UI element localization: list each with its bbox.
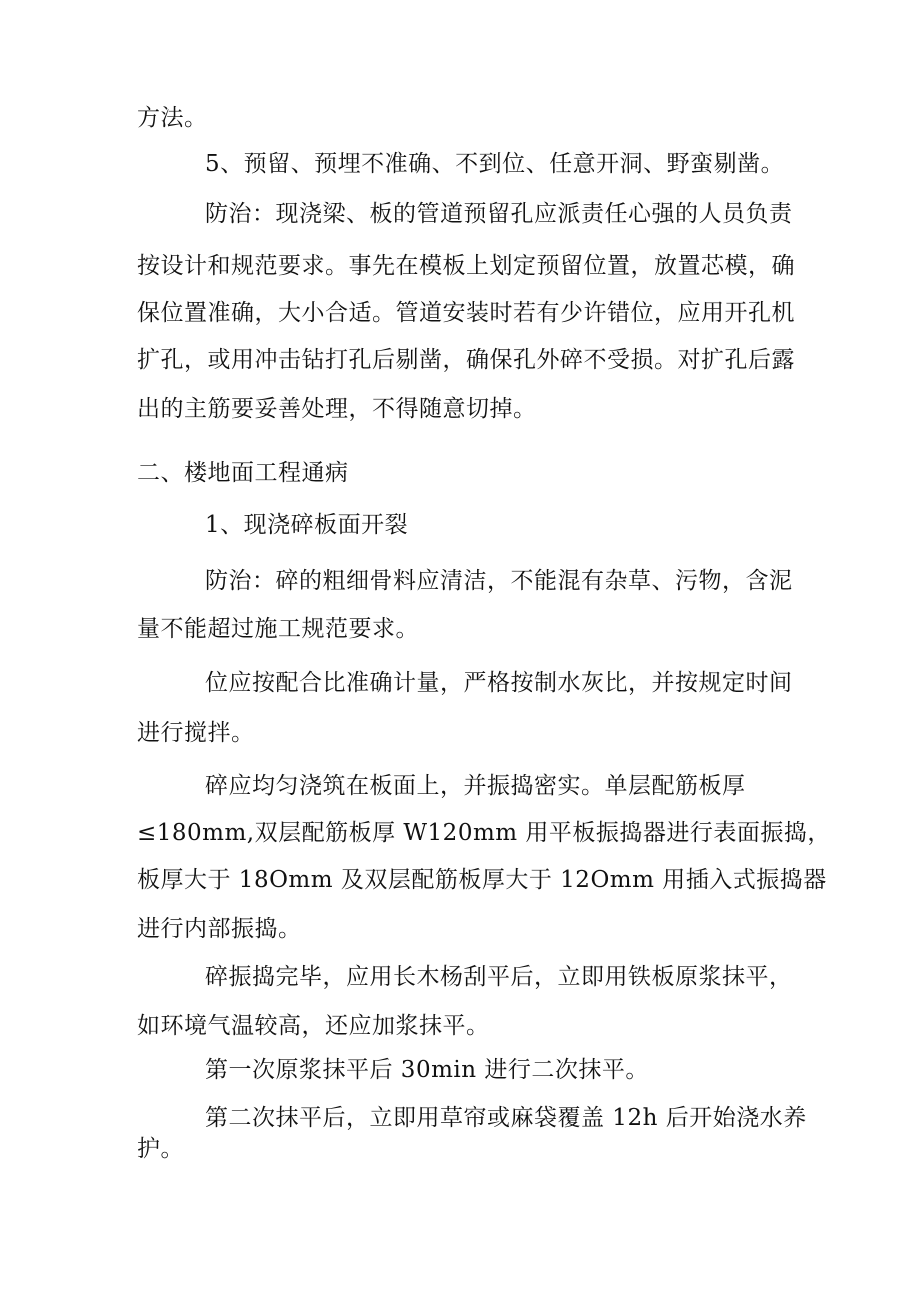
text-line: 方法。 — [137, 105, 208, 131]
paragraph-line: 出的主筋要妥善处理，不得随意切掉。 — [137, 396, 537, 422]
paragraph-line: 如环境气温较高，还应加浆抹平。 — [137, 1013, 490, 1039]
paragraph-line: 进行内部振捣。 — [137, 916, 302, 942]
paragraph-line: 量不能超过施工规范要求。 — [137, 616, 419, 642]
paragraph-line: 第一次原浆抹平后 30min 进行二次抹平。 — [205, 1057, 649, 1083]
section-heading: 二、楼地面工程通病 — [137, 460, 349, 486]
paragraph-line: ≤180mm,双层配筋板厚 W120mm 用平板振捣器进行表面振捣， — [137, 820, 831, 846]
paragraph-line: 进行搅拌。 — [137, 720, 255, 746]
paragraph-line: 碎振捣完毕，应用长木杨刮平后，立即用铁板原浆抹平， — [205, 964, 793, 990]
paragraph-line: 保位置准确，大小合适。管道安装时若有少许错位，应用开孔机 — [137, 300, 795, 326]
list-item-heading: 5、预留、预埋不准确、不到位、任意开洞、野蛮剔凿。 — [205, 151, 785, 177]
paragraph-line: 按设计和规范要求。事先在模板上划定预留位置，放置芯模，确 — [137, 253, 795, 279]
paragraph-line: 护。 — [137, 1136, 184, 1162]
list-item-heading: 1、现浇碎板面开裂 — [205, 512, 409, 538]
paragraph-line: 碎应均匀浇筑在板面上，并振捣密实。单层配筋板厚 — [205, 773, 746, 799]
paragraph-line: 位应按配合比准确计量，严格按制水灰比，并按规定时间 — [205, 670, 793, 696]
paragraph-line: 防治：碎的粗细骨料应清洁，不能混有杂草、污物，含泥 — [205, 568, 793, 594]
paragraph-line: 扩孔，或用冲击钻打孔后剔凿，确保孔外碎不受损。对扩孔后露 — [137, 347, 795, 373]
paragraph-line: 第二次抹平后，立即用草帘或麻袋覆盖 12h 后开始浇水养 — [205, 1105, 807, 1131]
paragraph-line: 板厚大于 18Omm 及双层配筋板厚大于 12Omm 用插入式振捣器 — [137, 867, 827, 893]
paragraph-line: 防治：现浇梁、板的管道预留孔应派责任心强的人员负责 — [205, 201, 793, 227]
